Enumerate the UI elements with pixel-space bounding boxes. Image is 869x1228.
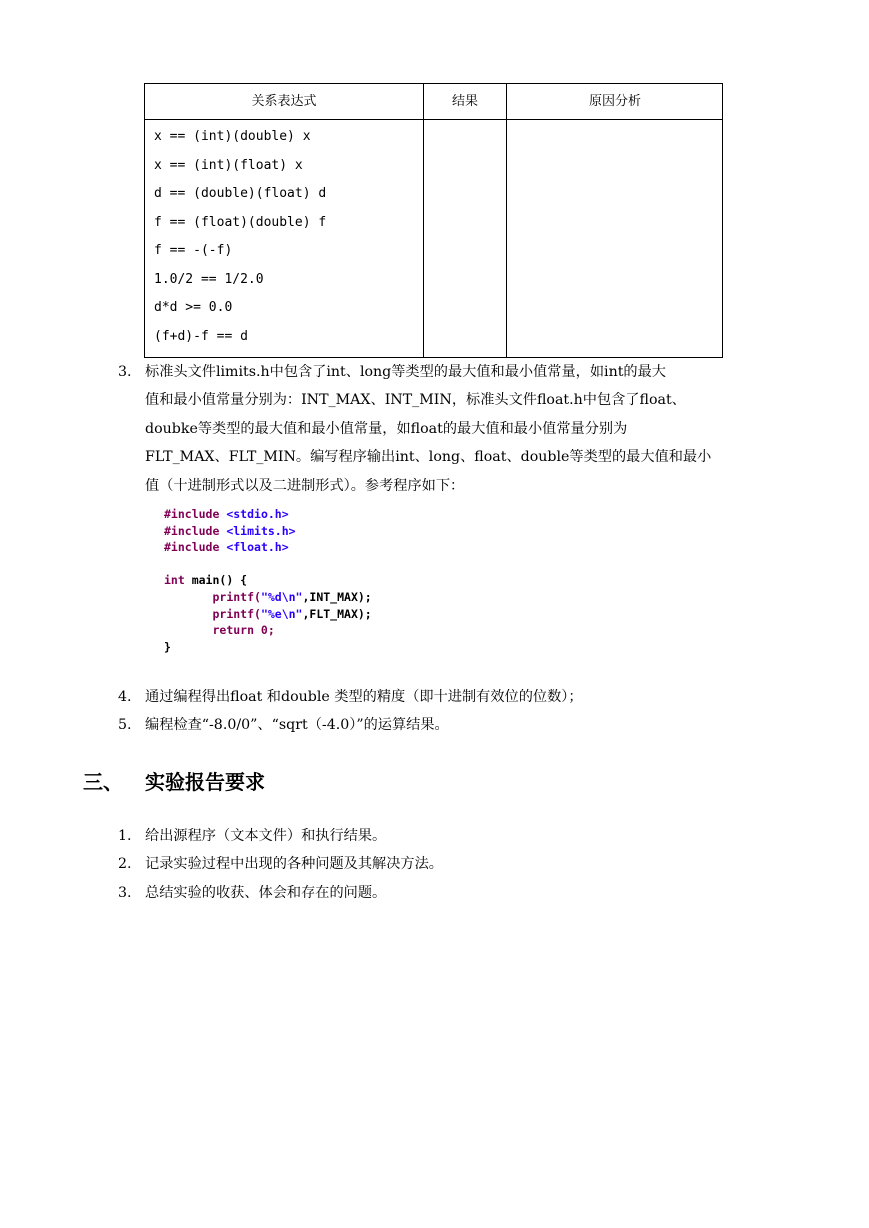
code-line: } [164, 639, 171, 654]
list-number: 3. [118, 364, 132, 380]
requirement-item-3 [118, 879, 798, 908]
task-text: 编程检查“-8.0/0”、“sqrt（-4.0）”的运算结果。 [145, 717, 449, 733]
task-item-4 [118, 683, 798, 712]
text-line: 值和最小值常量分别为：INT_MAX、INT_MIN，标准头文件float.h中包含了float、 [145, 392, 686, 409]
requirement-text: 记录实验过程中出现的各种问题及其解决方法。 [145, 856, 443, 872]
header-result: 结果 [451, 94, 478, 109]
section-number: 三、 [83, 770, 123, 794]
task-text [145, 358, 795, 500]
code-line: #include <limits.h> [164, 523, 296, 538]
relation-expression-table [144, 83, 723, 358]
list-number: 2. [118, 856, 132, 872]
code-line: printf("%e\n",FLT_MAX); [212, 606, 372, 621]
task-text: 通过编程得出float 和double 类型的精度（即十进制有效位的位数）； [145, 689, 583, 705]
code-blank-line [164, 556, 404, 573]
expression-cell: (f+d)-f == d [154, 328, 248, 344]
expression-cell: x == (int)(double) x [154, 129, 311, 144]
expression-cell: f == (float)(double) f [154, 214, 327, 230]
code-line: return 0; [212, 623, 275, 638]
list-number: 1. [118, 828, 132, 844]
code-line: printf("%d\n",INT_MAX); [212, 589, 372, 604]
expression-list [154, 128, 326, 356]
text-line: FLT_MAX、FLT_MIN。编写程序输出int、long、float、double等类型的最大值和最小 [145, 449, 712, 466]
requirement-item-1 [118, 822, 798, 851]
header-expression: 关系表达式 [251, 94, 317, 109]
expression-cell: x == (int)(float) x [154, 157, 303, 173]
list-number: 4. [118, 689, 132, 705]
expression-cell: d == (double)(float) d [154, 186, 327, 201]
list-number: 3. [118, 885, 132, 901]
column-divider [506, 84, 507, 357]
section-title: 实验报告要求 [145, 770, 265, 794]
code-line: int main() { [164, 573, 248, 588]
text-line: 标准头文件limits.h中包含了int、long等类型的最大值和最小值常量，如int的最大 [145, 364, 666, 380]
code-snippet [164, 506, 404, 658]
text-line: doubke等类型的最大值和最小值常量，如float的最大值和最小值常量分别为 [145, 420, 628, 437]
column-divider [423, 84, 424, 357]
task-item-5 [118, 711, 798, 740]
requirement-item-2 [118, 850, 798, 879]
text-line: 值（十进制形式以及二进制形式）。参考程序如下： [145, 477, 465, 494]
task-item-3 [118, 358, 798, 500]
expression-cell: f == -(-f) [154, 243, 233, 258]
requirement-text: 总结实验的收获、体会和存在的问题。 [145, 885, 387, 901]
expression-cell: d*d >= 0.0 [154, 300, 233, 315]
requirement-text: 给出源程序（文本文件）和执行结果。 [145, 828, 387, 844]
list-number: 5. [118, 717, 132, 733]
code-line: #include <float.h> [164, 540, 289, 555]
header-analysis: 原因分析 [588, 94, 641, 109]
code-line: #include <stdio.h> [164, 507, 289, 521]
expression-cell: 1.0/2 == 1/2.0 [154, 271, 264, 287]
